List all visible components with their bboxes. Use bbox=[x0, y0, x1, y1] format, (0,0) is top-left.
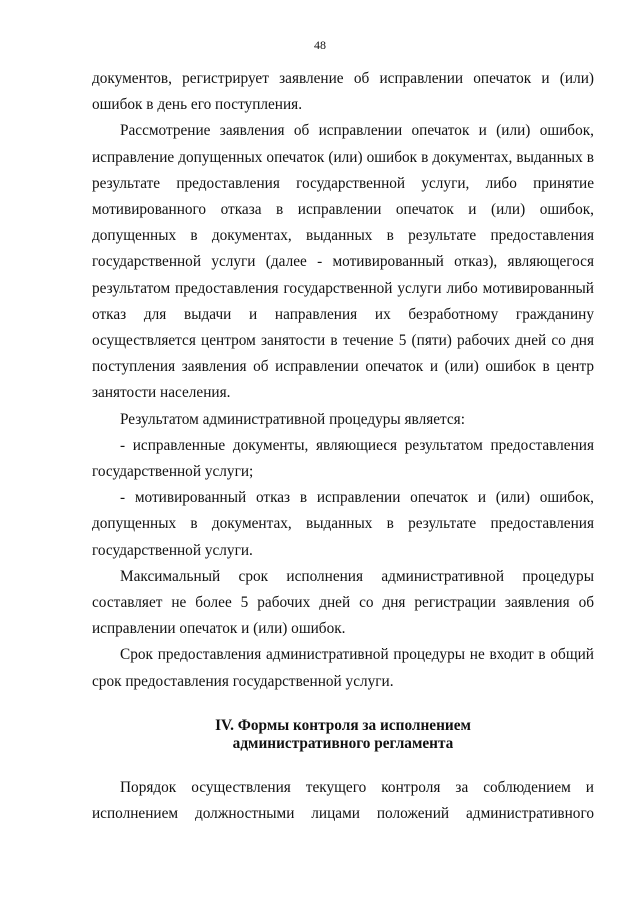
paragraph-result-item-2: - мотивированный отказ в исправлении опечаток и (или) ошибок, допущенных в документах, выданных в результате предоставления государственной услуги. bbox=[92, 489, 594, 559]
section-body bbox=[92, 775, 594, 827]
paragraph-result-intro: Результатом административной процедуры является: bbox=[120, 410, 465, 428]
paragraph-continuation: документов, регистрирует заявление об исправлении опечаток и (или) ошибок в день его поступления. bbox=[92, 70, 594, 114]
paragraph-control-procedure: Порядок осуществления текущего контроля за соблюдением и исполнением должностными лицами положений административного bbox=[92, 779, 594, 823]
paragraph-max-term: Максимальный срок исполнения административной процедуры составляет не более 5 рабочих дней со дня регистрации заявления об исправлении опечаток и (или) ошибок. bbox=[92, 567, 594, 638]
paragraph-term-note: Срок предоставления административной процедуры не входит в общий срок предоставления государственной услуги. bbox=[92, 646, 594, 690]
paragraph-review-procedure: Рассмотрение заявления об исправлении опечаток и (или) ошибок, исправление допущенных опечаток (или) ошибок в документах, выданных в результате предоставления государственной услуги, либо принятие мотивированного отказа в исправлении опечаток и (или) ошибок, допущенных в документах, выданных в результате предоставления государственной услуги (далее - мотивированный отказ), являющегося результатом предоставления государственной услуги либо мотивированный отказ для выдачи и направления их безработному гражданину осуществляется центром занятости в течение 5 (пяти) рабочих дней со дня поступления заявления об исправлении опечаток и (или) ошибок в центр занятости населения. bbox=[92, 122, 594, 402]
paragraph-result-item-1: - исправленные документы, являющиеся результатом предоставления государственной услуги; bbox=[92, 436, 594, 481]
section-heading bbox=[92, 717, 594, 753]
page-number: 48 bbox=[314, 38, 326, 52]
document-body bbox=[92, 66, 594, 695]
section-heading-line-1: IV. Формы контроля за исполнением bbox=[215, 717, 471, 734]
section-heading-line-2: административного регламента bbox=[232, 735, 454, 752]
